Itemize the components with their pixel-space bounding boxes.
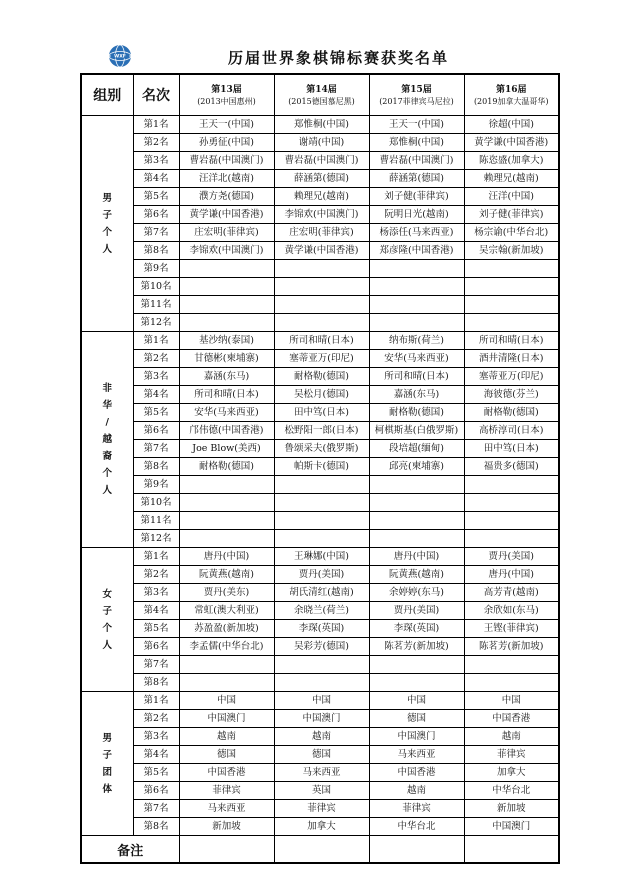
- table-row: [81, 710, 559, 728]
- winner-cell: [179, 476, 274, 494]
- winner-cell: 菲律宾: [274, 800, 369, 818]
- edition-header: 第16届 (2019加拿大温哥华): [464, 74, 559, 116]
- table-row: [81, 746, 559, 764]
- winner-cell: [464, 476, 559, 494]
- winner-cell: 徐超(中国): [464, 116, 559, 134]
- table-row: [81, 188, 559, 206]
- winner-cell: 阮明日光(越南): [369, 206, 464, 224]
- winner-cell: [464, 260, 559, 278]
- table-row: [81, 134, 559, 152]
- table-row: [81, 656, 559, 674]
- winner-cell: 甘德彬(柬埔寨): [179, 350, 274, 368]
- table-row: [81, 800, 559, 818]
- remark-cell: [464, 836, 559, 864]
- winner-cell: 所司和晴(日本): [369, 368, 464, 386]
- group-char: 子: [102, 749, 112, 761]
- rank-cell: 第6名: [133, 206, 179, 224]
- rank-cell: 第8名: [133, 674, 179, 692]
- group-char: 体: [102, 783, 112, 795]
- group-char: 男: [102, 732, 112, 744]
- table-row: [81, 548, 559, 566]
- winner-cell: 耐格勒(德国): [369, 404, 464, 422]
- rank-cell: 第9名: [133, 260, 179, 278]
- winner-cell: 加拿大: [274, 818, 369, 836]
- rank-cell: 第1名: [133, 548, 179, 566]
- winner-cell: 邝伟德(中国香港): [179, 422, 274, 440]
- winner-cell: 吴松月(德国): [274, 386, 369, 404]
- table-row: [81, 728, 559, 746]
- winner-cell: 薛涵第(德国): [369, 170, 464, 188]
- table-row: [81, 458, 559, 476]
- winner-cell: [274, 296, 369, 314]
- winner-cell: 越南: [464, 728, 559, 746]
- winner-cell: 中国: [464, 692, 559, 710]
- winner-cell: 段培超(缅甸): [369, 440, 464, 458]
- winner-cell: 薛涵第(德国): [274, 170, 369, 188]
- rank-cell: 第2名: [133, 710, 179, 728]
- winner-cell: [369, 512, 464, 530]
- winner-cell: 苏盈盈(新加坡): [179, 620, 274, 638]
- rank-cell: 第5名: [133, 764, 179, 782]
- winner-cell: 李琛(英国): [274, 620, 369, 638]
- winner-cell: 鲁颂采夫(俄罗斯): [274, 440, 369, 458]
- winner-cell: [274, 656, 369, 674]
- winner-cell: 耐格勒(德国): [274, 368, 369, 386]
- winner-cell: 贾丹(美东): [179, 584, 274, 602]
- winner-cell: 陈茗芳(新加坡): [464, 638, 559, 656]
- rank-cell: 第2名: [133, 350, 179, 368]
- winner-cell: 赖理兄(越南): [464, 170, 559, 188]
- winner-cell: [369, 656, 464, 674]
- winner-cell: 基沙纳(泰国): [179, 332, 274, 350]
- table-row: [81, 422, 559, 440]
- winner-cell: 松野阳一郎(日本): [274, 422, 369, 440]
- rank-cell: 第3名: [133, 728, 179, 746]
- winner-cell: 陈恣盛(加拿大): [464, 152, 559, 170]
- winner-cell: 中国澳门: [464, 818, 559, 836]
- winner-cell: 中国澳门: [274, 710, 369, 728]
- winner-cell: [179, 278, 274, 296]
- rank-cell: 第3名: [133, 368, 179, 386]
- winner-cell: [369, 260, 464, 278]
- table-row: [81, 386, 559, 404]
- winner-cell: [274, 260, 369, 278]
- winner-cell: 马来西亚: [274, 764, 369, 782]
- winner-cell: 郑惟桐(中国): [369, 134, 464, 152]
- winner-cell: [464, 278, 559, 296]
- winner-cell: [369, 530, 464, 548]
- winner-cell: 黄学谦(中国香港): [464, 134, 559, 152]
- rank-cell: 第6名: [133, 422, 179, 440]
- remark-cell: [274, 836, 369, 864]
- winner-cell: 常虹(澳大利亚): [179, 602, 274, 620]
- rank-cell: 第7名: [133, 224, 179, 242]
- edition-header: 第15届 (2017菲律宾马尼拉): [369, 74, 464, 116]
- winner-cell: 陈茗芳(新加坡): [369, 638, 464, 656]
- winner-cell: 中国香港: [369, 764, 464, 782]
- rank-cell: 第4名: [133, 170, 179, 188]
- winner-cell: 英国: [274, 782, 369, 800]
- table-row: [81, 530, 559, 548]
- winner-cell: 中华台北: [464, 782, 559, 800]
- remark-row: [81, 836, 559, 864]
- table-row: [81, 350, 559, 368]
- winner-cell: 所司和晴(日本): [179, 386, 274, 404]
- table-row: [81, 476, 559, 494]
- winner-cell: 塞蒂亚万(印尼): [464, 368, 559, 386]
- winner-cell: 加拿大: [464, 764, 559, 782]
- winner-cell: 德国: [369, 710, 464, 728]
- winner-cell: 曹岩磊(中国澳门): [179, 152, 274, 170]
- winner-cell: 庄宏明(菲律宾): [179, 224, 274, 242]
- winner-cell: [274, 314, 369, 332]
- winner-cell: 德国: [274, 746, 369, 764]
- table-row: [81, 278, 559, 296]
- winner-cell: 王铿(菲律宾): [464, 620, 559, 638]
- table-row: [81, 152, 559, 170]
- rank-cell: 第5名: [133, 620, 179, 638]
- winner-cell: 高芳青(越南): [464, 584, 559, 602]
- winner-cell: [179, 494, 274, 512]
- group-char: 个: [102, 622, 112, 634]
- winner-cell: 菲律宾: [369, 800, 464, 818]
- rank-cell: 第3名: [133, 584, 179, 602]
- winner-cell: 汪洋(中国): [464, 188, 559, 206]
- table-row: [81, 206, 559, 224]
- rank-cell: 第7名: [133, 800, 179, 818]
- group-label: [81, 116, 133, 332]
- remark-cell: [369, 836, 464, 864]
- edition-header: 第14届 (2015德国慕尼黑): [274, 74, 369, 116]
- winner-cell: 刘子健(菲律宾): [369, 188, 464, 206]
- winner-cell: 黄学谦(中国香港): [179, 206, 274, 224]
- winner-cell: [179, 512, 274, 530]
- table-row: [81, 584, 559, 602]
- winner-cell: 中国: [179, 692, 274, 710]
- winner-cell: 余晓兰(荷兰): [274, 602, 369, 620]
- table-row: [81, 692, 559, 710]
- group-char: 华: [102, 400, 112, 411]
- winner-cell: 安华(马来西亚): [369, 350, 464, 368]
- winner-cell: 郑彦隆(中国香港): [369, 242, 464, 260]
- winner-cell: 中国香港: [464, 710, 559, 728]
- rank-cell: 第7名: [133, 440, 179, 458]
- rank-cell: 第9名: [133, 476, 179, 494]
- winner-cell: 谢靖(中国): [274, 134, 369, 152]
- table-row: [81, 170, 559, 188]
- winner-cell: 李锦欢(中国澳门): [274, 206, 369, 224]
- winner-cell: 嘉涵(东马): [179, 368, 274, 386]
- winner-cell: 杨添任(马来西亚): [369, 224, 464, 242]
- table-row: [81, 782, 559, 800]
- winner-cell: 邱亮(柬埔寨): [369, 458, 464, 476]
- winner-cell: [464, 296, 559, 314]
- winner-cell: 新加坡: [464, 800, 559, 818]
- rank-cell: 第3名: [133, 152, 179, 170]
- winner-cell: [369, 674, 464, 692]
- winner-cell: 福贵多(德国): [464, 458, 559, 476]
- winner-cell: 贾丹(美国): [464, 548, 559, 566]
- table-row: [81, 638, 559, 656]
- table-row: [81, 818, 559, 836]
- winner-cell: 菲律宾: [179, 782, 274, 800]
- winner-cell: [464, 656, 559, 674]
- group-char: 人: [102, 485, 112, 496]
- winner-cell: 濮方尧(德国): [179, 188, 274, 206]
- group-char: 越: [102, 434, 112, 445]
- rank-cell: 第1名: [133, 692, 179, 710]
- group-char: 个: [102, 468, 112, 479]
- winner-cell: 王天一(中国): [179, 116, 274, 134]
- winner-cell: [179, 656, 274, 674]
- rank-cell: 第1名: [133, 332, 179, 350]
- winner-cell: 刘子健(菲律宾): [464, 206, 559, 224]
- table-row: [81, 314, 559, 332]
- winner-cell: 杨宗谕(中华台北): [464, 224, 559, 242]
- winner-cell: 李琛(英国): [369, 620, 464, 638]
- winner-cell: 海彼德(芬兰): [464, 386, 559, 404]
- winner-cell: 菲律宾: [464, 746, 559, 764]
- winner-cell: 吴宗翰(新加坡): [464, 242, 559, 260]
- winner-cell: 吴彩芳(德国): [274, 638, 369, 656]
- table-row: [81, 332, 559, 350]
- winner-cell: 中华台北: [369, 818, 464, 836]
- rank-cell: 第7名: [133, 656, 179, 674]
- group-char: 团: [102, 766, 112, 778]
- rank-cell: 第4名: [133, 386, 179, 404]
- winner-cell: [274, 476, 369, 494]
- winner-cell: [369, 278, 464, 296]
- rank-header: 名次: [133, 74, 179, 116]
- group-label: [81, 548, 133, 692]
- winner-cell: 余婷婷(东马): [369, 584, 464, 602]
- winner-cell: 王琳娜(中国): [274, 548, 369, 566]
- remark-cell: [179, 836, 274, 864]
- table-row: [81, 602, 559, 620]
- rank-cell: 第2名: [133, 566, 179, 584]
- rank-cell: 第5名: [133, 404, 179, 422]
- table-row: [81, 566, 559, 584]
- table-row: [81, 512, 559, 530]
- winner-cell: 赖理兄(越南): [274, 188, 369, 206]
- winner-cell: 唐丹(中国): [179, 548, 274, 566]
- winner-cell: [464, 494, 559, 512]
- winner-cell: 唐丹(中国): [464, 566, 559, 584]
- table-row: [81, 620, 559, 638]
- winner-cell: [179, 260, 274, 278]
- table-row: [81, 242, 559, 260]
- group-char: /: [105, 417, 109, 428]
- rank-cell: 第11名: [133, 296, 179, 314]
- winner-cell: [464, 674, 559, 692]
- winner-cell: 马来西亚: [179, 800, 274, 818]
- winner-cell: 曹岩磊(中国澳门): [274, 152, 369, 170]
- winner-cell: 王天一(中国): [369, 116, 464, 134]
- winner-cell: [369, 476, 464, 494]
- rank-cell: 第8名: [133, 242, 179, 260]
- group-header: 组别: [81, 74, 133, 116]
- winner-cell: 新加坡: [179, 818, 274, 836]
- winner-cell: 塞蒂亚万(印尼): [274, 350, 369, 368]
- rank-cell: 第6名: [133, 638, 179, 656]
- winner-cell: 田中笃(日本): [464, 440, 559, 458]
- rank-cell: 第12名: [133, 314, 179, 332]
- group-char: 女: [102, 588, 112, 600]
- rank-cell: 第10名: [133, 494, 179, 512]
- winner-cell: [179, 296, 274, 314]
- winner-cell: 中国香港: [179, 764, 274, 782]
- group-char: 人: [102, 639, 112, 651]
- table-row: [81, 296, 559, 314]
- winner-cell: 中国澳门: [369, 728, 464, 746]
- group-char: 男: [102, 192, 112, 204]
- winner-cell: [179, 530, 274, 548]
- winner-cell: 所司和晴(日本): [464, 332, 559, 350]
- remark-label: 备注: [81, 836, 179, 864]
- rank-cell: 第12名: [133, 530, 179, 548]
- table-row: [81, 116, 559, 134]
- table-row: [81, 224, 559, 242]
- winner-cell: [274, 278, 369, 296]
- winner-cell: [179, 314, 274, 332]
- winner-cell: 耐格勒(德国): [179, 458, 274, 476]
- winner-cell: 越南: [274, 728, 369, 746]
- winner-cell: 曹岩磊(中国澳门): [369, 152, 464, 170]
- wxf-globe-logo-icon: [108, 44, 132, 68]
- group-char: 非: [102, 383, 112, 394]
- winner-cell: 马来西亚: [369, 746, 464, 764]
- edition-header: 第13届 (2013中国惠州): [179, 74, 274, 116]
- winner-cell: 耐格勒(德国): [464, 404, 559, 422]
- winner-cell: 柯棋斯基(白俄罗斯): [369, 422, 464, 440]
- group-char: 子: [102, 209, 112, 221]
- winner-cell: [274, 494, 369, 512]
- winner-cell: 酒井清隆(日本): [464, 350, 559, 368]
- winner-cell: 田中笃(日本): [274, 404, 369, 422]
- winner-cell: 李孟儒(中华台北): [179, 638, 274, 656]
- winner-cell: 高桥淳司(日本): [464, 422, 559, 440]
- table-row: [81, 404, 559, 422]
- rank-cell: 第8名: [133, 458, 179, 476]
- header-row: [81, 74, 559, 116]
- winner-cell: 阮黄燕(越南): [179, 566, 274, 584]
- rank-cell: 第6名: [133, 782, 179, 800]
- group-char: 个: [102, 226, 112, 238]
- rank-cell: 第5名: [133, 188, 179, 206]
- winner-cell: 嘉涵(东马): [369, 386, 464, 404]
- winner-cell: [464, 314, 559, 332]
- table-row: [81, 368, 559, 386]
- svg-text:WXF: WXF: [114, 54, 126, 60]
- winner-cell: 胡氏清红(越南): [274, 584, 369, 602]
- table-row: [81, 260, 559, 278]
- winner-cell: [369, 296, 464, 314]
- winner-cell: [179, 674, 274, 692]
- group-char: 裔: [102, 451, 112, 462]
- table-row: [81, 494, 559, 512]
- winner-cell: [274, 512, 369, 530]
- table-row: [81, 764, 559, 782]
- winner-cell: 德国: [179, 746, 274, 764]
- winner-cell: 郑惟桐(中国): [274, 116, 369, 134]
- winner-cell: [464, 530, 559, 548]
- table-row: [81, 674, 559, 692]
- winner-cell: 越南: [179, 728, 274, 746]
- group-char: 人: [102, 243, 112, 255]
- rank-cell: 第4名: [133, 746, 179, 764]
- winner-cell: [274, 674, 369, 692]
- winner-cell: 贾丹(美国): [369, 602, 464, 620]
- winner-cell: 贾丹(美国): [274, 566, 369, 584]
- winner-cell: [274, 530, 369, 548]
- group-char: 子: [102, 605, 112, 617]
- rank-cell: 第8名: [133, 818, 179, 836]
- winner-cell: [464, 512, 559, 530]
- winner-cell: 纳布斯(荷兰): [369, 332, 464, 350]
- winner-cell: 余欣如(东马): [464, 602, 559, 620]
- winner-cell: 李锦欢(中国澳门): [179, 242, 274, 260]
- winner-cell: 庄宏明(菲律宾): [274, 224, 369, 242]
- rank-cell: 第11名: [133, 512, 179, 530]
- awards-table: [80, 73, 560, 864]
- rank-cell: 第1名: [133, 116, 179, 134]
- winner-cell: 阮黄燕(越南): [369, 566, 464, 584]
- winner-cell: 帕斯卡(德国): [274, 458, 369, 476]
- winner-cell: [369, 314, 464, 332]
- winner-cell: 中国: [369, 692, 464, 710]
- group-label: [81, 692, 133, 836]
- winner-cell: 黄学谦(中国香港): [274, 242, 369, 260]
- winner-cell: 汪洋北(越南): [179, 170, 274, 188]
- winner-cell: 中国: [274, 692, 369, 710]
- winner-cell: 孙勇征(中国): [179, 134, 274, 152]
- winner-cell: [369, 494, 464, 512]
- winner-cell: Joe Blow(美西): [179, 440, 274, 458]
- winner-cell: 安华(马来西亚): [179, 404, 274, 422]
- rank-cell: 第10名: [133, 278, 179, 296]
- group-label: [81, 332, 133, 548]
- winner-cell: 唐丹(中国): [369, 548, 464, 566]
- page-title: 历届世界象棋锦标赛获奖名单: [228, 49, 450, 67]
- rank-cell: 第2名: [133, 134, 179, 152]
- winner-cell: 越南: [369, 782, 464, 800]
- winner-cell: 所司和晴(日本): [274, 332, 369, 350]
- winner-cell: 中国澳门: [179, 710, 274, 728]
- table-row: [81, 440, 559, 458]
- rank-cell: 第4名: [133, 602, 179, 620]
